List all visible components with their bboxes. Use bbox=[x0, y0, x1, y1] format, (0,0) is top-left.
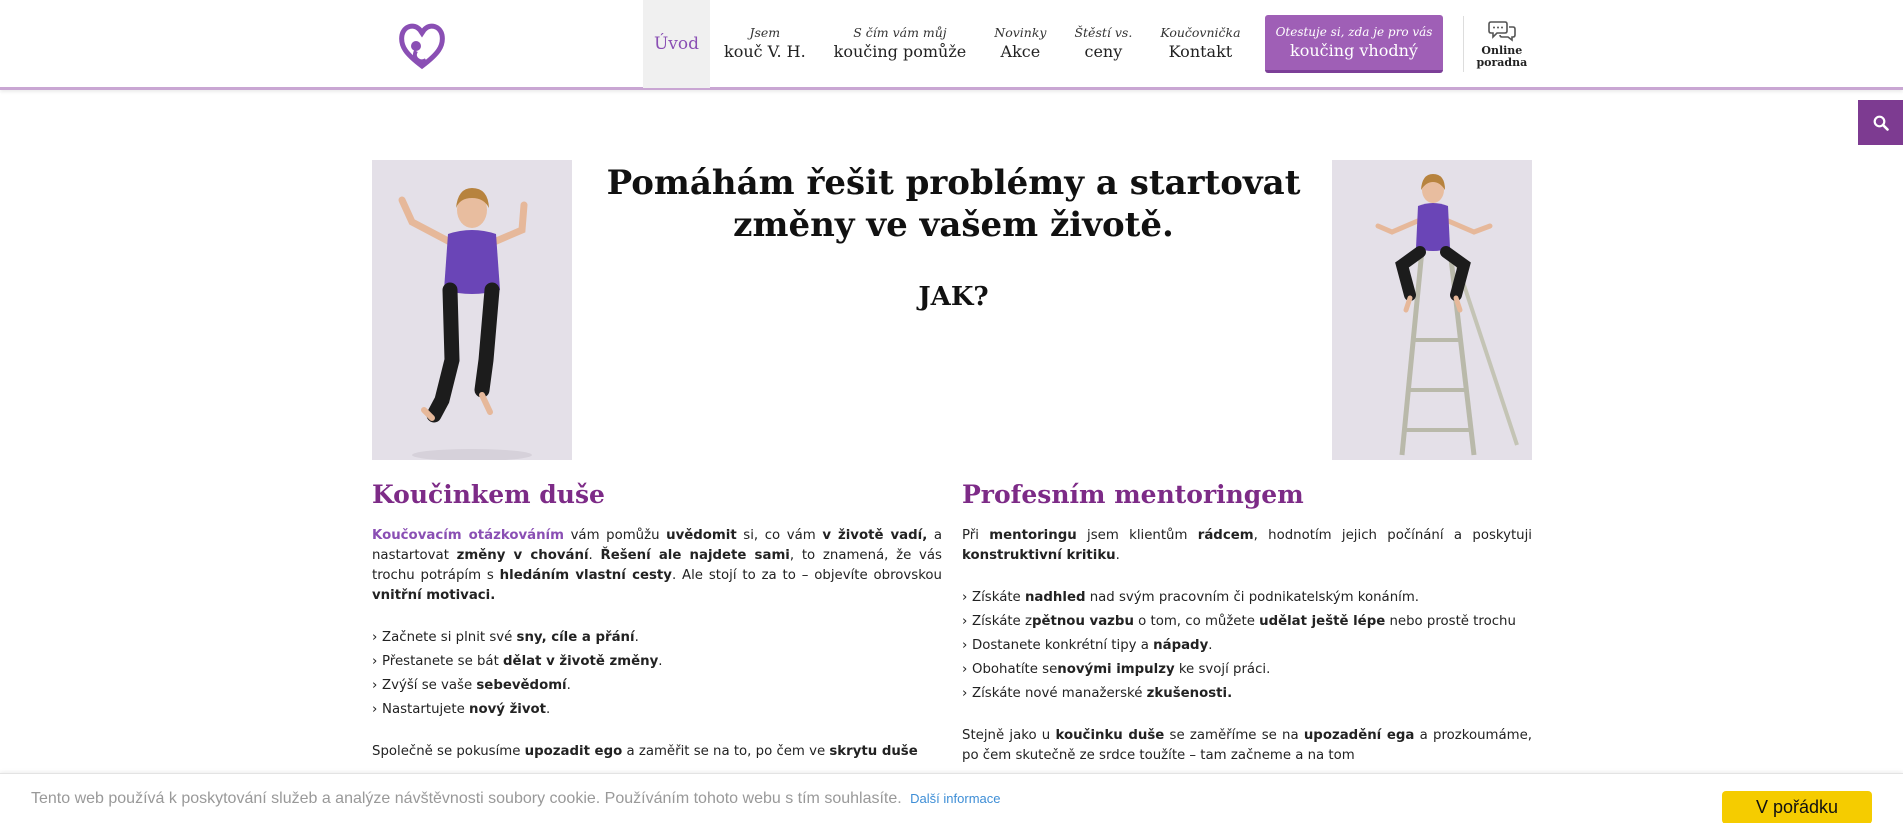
nav-item-sublabel: S čím vám můj bbox=[853, 25, 947, 40]
list-item bbox=[372, 698, 942, 722]
nav-item-label: Akce bbox=[1000, 42, 1041, 61]
main-nav bbox=[643, 0, 1527, 88]
text-run: Získáte nové manažerské bbox=[972, 686, 1147, 701]
list-item bbox=[962, 634, 1532, 658]
emphasis-text: pětnou vazbu bbox=[1031, 614, 1134, 629]
benefit-list bbox=[962, 586, 1532, 706]
emphasis-text: nový život bbox=[469, 702, 547, 717]
text-run: nebo prostě trochu bbox=[1385, 614, 1516, 629]
emphasis-text: dělat v životě změny bbox=[503, 654, 659, 669]
site-header bbox=[0, 0, 1903, 90]
emphasis-text: upozadění ega bbox=[1303, 728, 1415, 743]
emphasis-text: zkušenosti. bbox=[1146, 686, 1233, 701]
text-run: Obohatíte se bbox=[972, 662, 1058, 677]
text-run: si, co vám bbox=[736, 528, 823, 543]
text-run: , hodnotím jejich počínání a poskytuji bbox=[1253, 528, 1533, 543]
text-run: ke svojí práci. bbox=[1174, 662, 1271, 677]
benefit-list bbox=[372, 626, 942, 722]
text-run: Přestanete se bát bbox=[382, 654, 504, 669]
text-run: Zvýší se vaše bbox=[382, 678, 477, 693]
text-run: Dostanete konkrétní tipy a bbox=[972, 638, 1154, 653]
hero-title: Pomáhám řešit problémy a startovat změny ve vašem životě. bbox=[606, 163, 1301, 245]
text-run: Začnete si plnit své bbox=[382, 630, 517, 645]
coach-jumping-photo bbox=[372, 160, 572, 460]
nav-item-s-cim-pomuze[interactable] bbox=[820, 0, 981, 88]
search-button[interactable] bbox=[1858, 100, 1903, 145]
cta-label: koučing vhodný bbox=[1290, 40, 1418, 60]
cookie-text: Tento web používá k poskytování služeb a analýze návštěvnosti soubory cookie. Používáním tohoto webu s tím souhlasíte. bbox=[31, 790, 902, 807]
emphasis-text: nadhled bbox=[1024, 590, 1086, 605]
text-run: a prozkoumáme, po čem skutečně ze srdce toužíte – tam začneme a na tom bbox=[962, 728, 1532, 763]
cta-sublabel: Otestuje si, zda je pro vás bbox=[1275, 24, 1433, 39]
list-item bbox=[962, 610, 1532, 634]
text-run: a nastartovat bbox=[372, 528, 943, 563]
list-item bbox=[372, 674, 942, 698]
online-poradna-link[interactable] bbox=[1476, 20, 1527, 69]
nav-item-sublabel: Štěstí vs. bbox=[1074, 25, 1133, 40]
soul-coaching-section bbox=[372, 478, 942, 762]
text-run: . Ale stojí to za to – objevíte obrovskou bbox=[671, 568, 942, 583]
nav-item-sublabel: Jsem bbox=[749, 25, 781, 40]
nav-item-label: Kontakt bbox=[1168, 42, 1233, 61]
emphasis-text: sny, cíle a přání bbox=[516, 630, 635, 645]
online-label-1: Online bbox=[1481, 43, 1523, 57]
list-item bbox=[372, 650, 942, 674]
emphasis-text: v životě vadí, bbox=[822, 528, 928, 543]
cookie-accept-button[interactable]: V pořádku bbox=[1722, 791, 1872, 823]
text-run: . bbox=[1115, 548, 1120, 563]
emphasis-text: hledáním vlastní cesty bbox=[499, 568, 672, 583]
emphasis-text: nápady bbox=[1153, 638, 1209, 653]
text-run: . bbox=[658, 654, 663, 669]
text-run: . bbox=[634, 630, 639, 645]
hero-subtitle: JAK? bbox=[918, 282, 989, 312]
cookie-message bbox=[31, 790, 1000, 808]
nav-item-ceny[interactable] bbox=[1060, 0, 1146, 88]
chat-bubbles-icon bbox=[1488, 20, 1516, 42]
emphasis-text: Koučovacím otázkováním bbox=[372, 528, 564, 543]
list-item bbox=[962, 658, 1532, 682]
text-run: se zaměříme se na bbox=[1164, 728, 1304, 743]
mentoring-section bbox=[962, 478, 1532, 766]
emphasis-text: koučinku duše bbox=[1055, 728, 1165, 743]
text-run: vám pomůžu bbox=[563, 528, 667, 543]
text-run: , to znamená, že vás trochu potrápím s bbox=[372, 548, 942, 583]
nav-item-uvod[interactable] bbox=[643, 0, 710, 88]
section-intro bbox=[372, 526, 942, 606]
nav-item-sublabel: Koučovnička bbox=[1160, 25, 1241, 40]
heart-logo-icon[interactable] bbox=[398, 20, 446, 70]
emphasis-text: vnitřní motivaci. bbox=[372, 588, 496, 603]
emphasis-text: upozadit ego bbox=[524, 744, 623, 759]
section-intro bbox=[962, 526, 1532, 566]
nav-divider bbox=[1463, 16, 1464, 72]
nav-item-label: koučing pomůže bbox=[833, 42, 967, 61]
nav-item-sublabel: Novinky bbox=[994, 25, 1047, 40]
coach-on-ladder-photo bbox=[1332, 160, 1532, 460]
coaching-test-button[interactable] bbox=[1265, 15, 1444, 73]
nav-item-label: ceny bbox=[1084, 42, 1123, 61]
text-run: Nastartujete bbox=[382, 702, 469, 717]
emphasis-text: novými impulzy bbox=[1057, 662, 1175, 677]
section-paragraph bbox=[962, 726, 1532, 766]
text-run: Při bbox=[962, 528, 990, 543]
cookie-bar bbox=[0, 773, 1903, 823]
cookie-more-info-link[interactable]: Další informace bbox=[910, 791, 1001, 806]
text-run: Získáte bbox=[972, 590, 1025, 605]
list-item bbox=[962, 586, 1532, 610]
emphasis-text: skrytu duše bbox=[829, 744, 918, 759]
nav-item-label: Úvod bbox=[653, 34, 700, 54]
emphasis-text: změny v chování bbox=[456, 548, 589, 563]
text-run: . bbox=[1208, 638, 1213, 653]
section-heading: Profesním mentoringem bbox=[962, 480, 1304, 509]
nav-item-kontakt[interactable] bbox=[1146, 0, 1254, 88]
text-run: . bbox=[588, 548, 601, 563]
search-icon bbox=[1873, 115, 1889, 131]
text-run: Společně se pokusíme bbox=[372, 744, 525, 759]
nav-item-label: kouč V. H. bbox=[724, 42, 806, 61]
section-paragraph bbox=[372, 742, 942, 762]
text-run: . bbox=[566, 678, 571, 693]
text-run: . bbox=[546, 702, 551, 717]
text-run: nad svým pracovním či podnikatelským konáním. bbox=[1085, 590, 1419, 605]
emphasis-text: mentoringu bbox=[989, 528, 1077, 543]
list-item bbox=[962, 682, 1532, 706]
nav-item-akce[interactable] bbox=[980, 0, 1060, 88]
emphasis-text: sebevědomí bbox=[476, 678, 567, 693]
nav-item-jsem-kouc[interactable] bbox=[710, 0, 820, 88]
text-run: o tom, co můžete bbox=[1133, 614, 1260, 629]
text-run: jsem klientům bbox=[1076, 528, 1198, 543]
emphasis-text: uvědomit bbox=[666, 528, 737, 543]
emphasis-text: Řešení ale najdete sami bbox=[600, 548, 790, 563]
online-label-2: poradna bbox=[1476, 55, 1528, 69]
text-run: Stejně jako u bbox=[962, 728, 1056, 743]
text-run: Získáte z bbox=[972, 614, 1032, 629]
list-item bbox=[372, 626, 942, 650]
text-run: a zaměřit se na to, po čem ve bbox=[622, 744, 830, 759]
emphasis-text: rádcem bbox=[1197, 528, 1254, 543]
emphasis-text: konstruktivní kritiku bbox=[962, 548, 1116, 563]
section-heading: Koučinkem duše bbox=[372, 480, 605, 509]
emphasis-text: udělat ještě lépe bbox=[1259, 614, 1386, 629]
